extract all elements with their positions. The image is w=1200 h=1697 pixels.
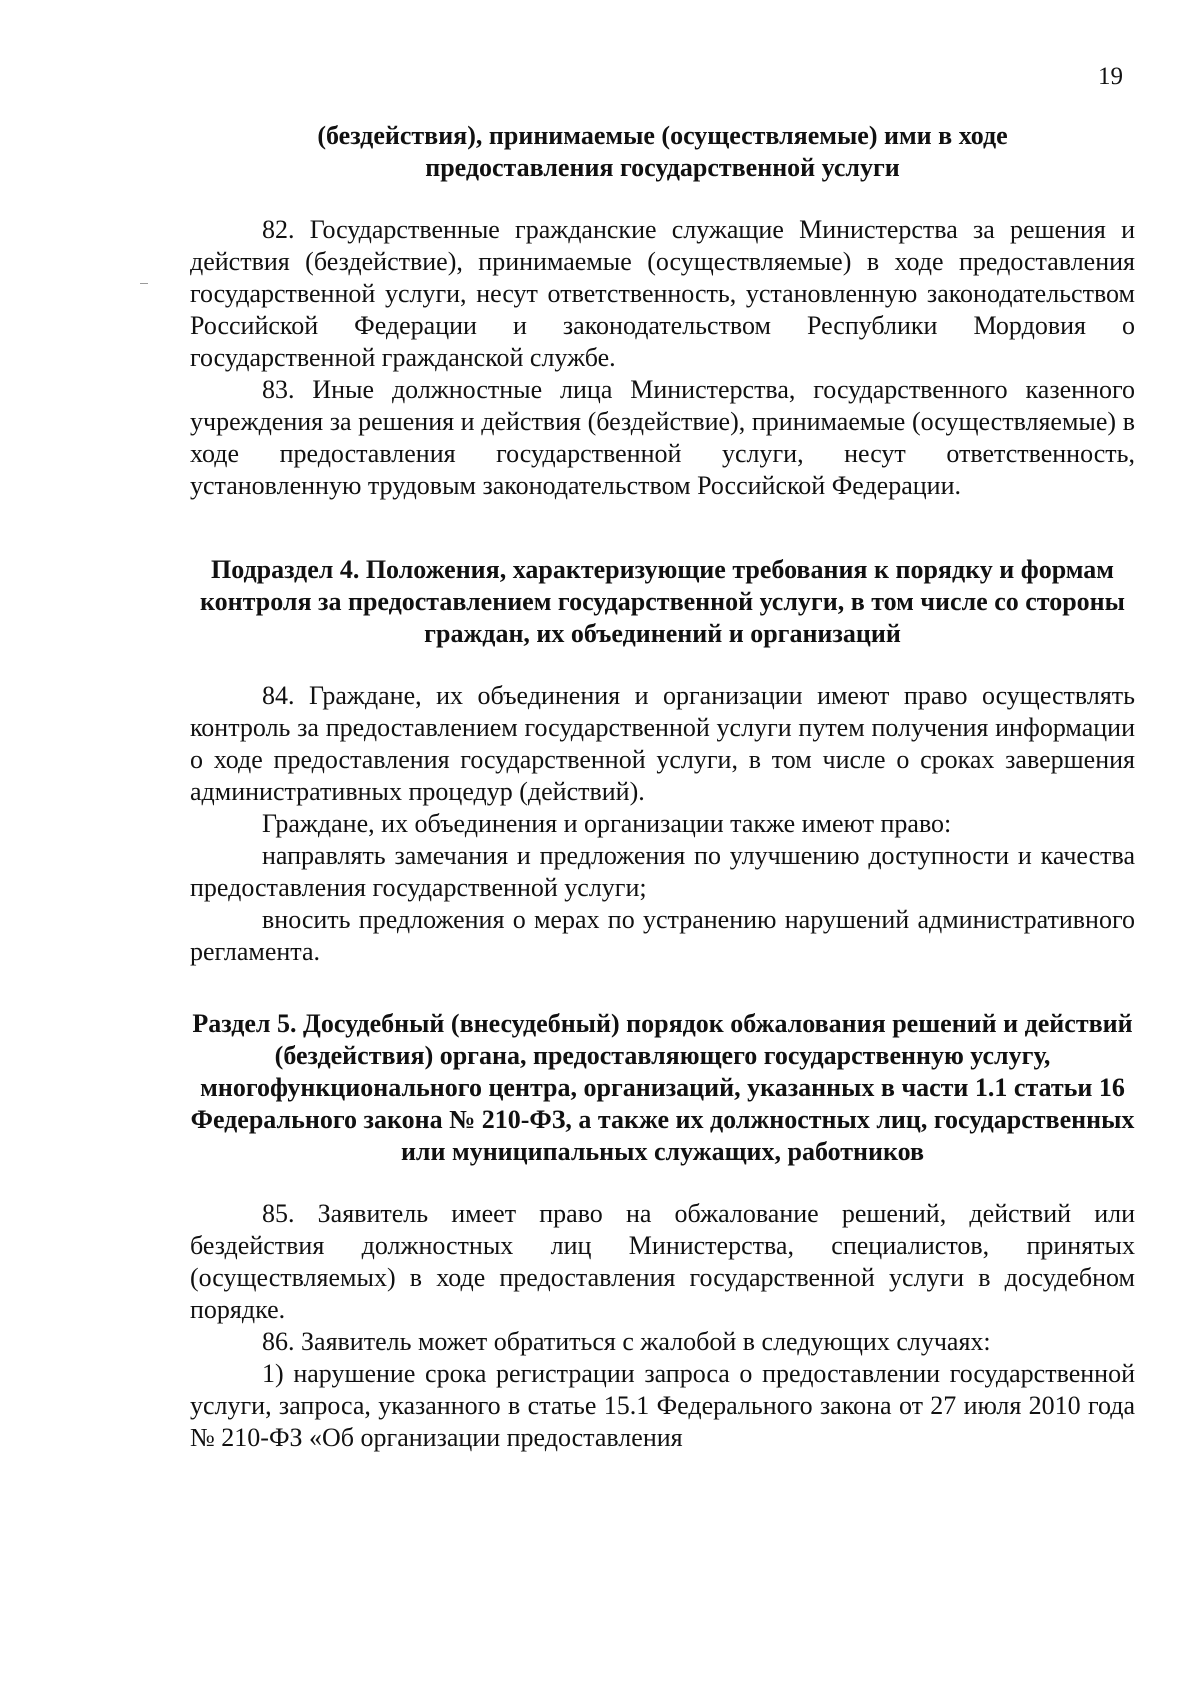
paragraph-86-item-1: 1) нарушение срока регистрации запроса о предоставлении государственной услуги, запроса, указанного в статье 15.1 Федерального закона от 27 июля 2010 года № 210-ФЗ «Об организации предоставления	[190, 1359, 1135, 1452]
paragraph-84-rights: Граждане, их объединения и организации также имеют право:	[262, 809, 952, 838]
spacer	[190, 968, 1135, 1008]
paragraph-83: 83. Иные должностные лица Министерства, государственного казенного учреждения за решения и действия (бездействие), принимаемые (осуществляемые) в ходе предоставления государственной услуги, несут ответственность, установленную трудовым законодательством Российской Федерации.	[190, 375, 1135, 500]
paragraph-82: 82. Государственные гражданские служащие Министерства за решения и действия (бездействие), принимаемые (осуществляемые) в ходе предоставления государственной услуги, несут ответственность, установленную законодательством Российской Федерации и законодательством Республики Мордовия о государственной гражданской службе.	[190, 215, 1135, 372]
heading-subsection-4: Подраздел 4. Положения, характеризующие требования к порядку и формам контроля за предоставлением государственной услуги, в том числе со стороны граждан, их объединений и организаций	[200, 555, 1125, 648]
paragraph-84: 84. Граждане, их объединения и организации имеют право осуществлять контроль за предоставлением государственной услуги путем получения информации о ходе предоставления государственной услуги, в том числе о сроках завершения административных процедур (действий).	[190, 681, 1135, 806]
spacer	[190, 502, 1135, 554]
paragraph-86: 86. Заявитель может обратиться с жалобой в следующих случаях:	[262, 1327, 991, 1356]
heading-continued: (бездействия), принимаемые (осуществляемые) ими в ходе предоставления государственной услуги	[317, 121, 1008, 182]
document-body	[190, 120, 1135, 1454]
paragraph-85: 85. Заявитель имеет право на обжалование решений, действий или бездействия должностных лиц Министерства, специалистов, принятых (осуществляемых) в ходе предоставления государственной услуги в досудебном порядке.	[190, 1199, 1135, 1324]
spacer	[190, 184, 1135, 214]
page-number: 19	[1098, 63, 1123, 90]
margin-mark	[140, 283, 148, 284]
paragraph-84-proposals: вносить предложения о мерах по устранению нарушений административного регламента.	[190, 905, 1135, 966]
spacer	[190, 1168, 1135, 1198]
paragraph-84-remarks: направлять замечания и предложения по улучшению доступности и качества предоставления государственной услуги;	[190, 841, 1135, 902]
heading-section-5: Раздел 5. Досудебный (внесудебный) порядок обжалования решений и действий (бездействия) органа, предоставляющего государственную услугу, многофункционального центра, организаций, указанных в части 1.1 статьи 16 Федерального закона № 210-ФЗ, а также их должностных лиц, государственных или муниципальных служащих, работников	[190, 1009, 1135, 1166]
spacer	[190, 650, 1135, 680]
